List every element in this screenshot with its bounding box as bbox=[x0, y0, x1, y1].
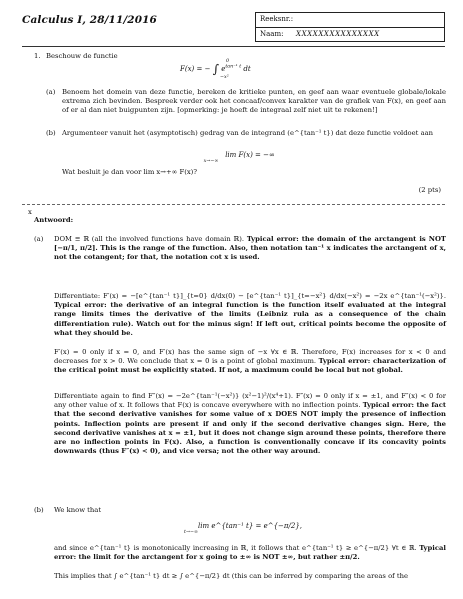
answer-a-p1-plain: DOM ≡ ℝ (all the involved functions have domain ℝ). bbox=[54, 235, 245, 243]
formula-lower-limit: −x² bbox=[220, 75, 229, 80]
answer-a-p4-plain: Differentiate again to find F″(x) = −2e^{tan⁻¹(−x²)} (x²−1)²/(x⁴+1). F″(x) = 0 only if x = ±1, and F″(x) < 0 for any other value of x. It follows that F(x) is concave everywhere with no inflection points. bbox=[54, 392, 446, 410]
answer-a-paragraph-1 bbox=[54, 235, 446, 263]
student-name-label: Naam: bbox=[260, 30, 284, 38]
answer-b-label: (b) bbox=[34, 506, 44, 514]
part-b-limit: lim F(x) = −∞ bbox=[225, 151, 275, 159]
part-b-text: Argumenteer vanuit het (asymptotisch) gedrag van de integrand (e^{tan⁻¹ t}) dat deze functie voldoet aan bbox=[62, 129, 434, 137]
student-id-row bbox=[256, 13, 444, 27]
answer-b-limit: lim e^{tan⁻¹ t} = e^{−π/2}, bbox=[197, 522, 303, 530]
answer-a-p2-plain: Differentiate: F′(x) = −[e^{tan⁻¹ t}]_{t=0} d/dx(0) − [e^{tan⁻¹ t}]_{t=−x²} d/dx(−x²) = −2x e^{tan⁻¹(−x²)}. bbox=[54, 292, 446, 300]
answer-a-p4-error: Typical error: the fact that the second derivative vanishes for some value of x DOES NOT imply the presence of inflection points. Inflection points are present if and only if the second derivative changes sign. Here, the second derivative vanishes at x = ±1, but it does not change sign around these points, therefore there are no inflection points in F(x). Also, a function is conventionally concave if its concavity points downwards (thus F″(x) < 0), and vice versa; not the other way around. bbox=[54, 401, 446, 456]
formula-dt: dt bbox=[243, 65, 251, 73]
part-a-text: Benoem het domein van deze functie, bereken de kritieke punten, en geef aan waar eventuele globale/lokale extrema zich bevinden. Bespreek verder ook het concaaf/convex karakter van de grafiek van F(x), en geef aan of er al dan niet buigpunten zijn. [opmerking: je hoeft de integraal zelf niet uit te rekenen!] bbox=[62, 88, 446, 115]
student-id-label: Reeksnr.: bbox=[260, 15, 294, 23]
answer-a-paragraph-3 bbox=[54, 348, 446, 376]
answer-a-label: (a) bbox=[34, 235, 44, 243]
answer-b-intro: We know that bbox=[54, 506, 102, 514]
question-formula bbox=[180, 59, 320, 84]
answer-b-paragraph-2: This implies that ∫ e^{tan⁻¹ t} dt ≥ ∫ e^{−π/2} dt (this can be inferred by comparing the areas of the bbox=[54, 572, 408, 580]
answer-b-paragraph-1 bbox=[54, 544, 446, 562]
answer-a-paragraph-2 bbox=[54, 292, 446, 338]
part-b-limit-sub: x→−∞ bbox=[203, 159, 219, 164]
answer-heading: Antwoord: bbox=[34, 216, 74, 224]
student-info-box bbox=[255, 12, 445, 42]
answer-b-limit-sub: t→−∞ bbox=[184, 530, 198, 535]
points-label: (2 pts) bbox=[418, 186, 441, 194]
answer-a-p3-error: Typical error: characterization of the critical point must be explicitly stated. If not, a maximum could be local but not global. bbox=[54, 357, 446, 375]
answer-b-p1-plain: and since e^{tan⁻¹ t} is monotonically increasing in ℝ, it follows that e^{tan⁻¹ t} ≥ e^{−π/2} ∀t ∈ ℝ. bbox=[54, 544, 417, 552]
formula-exponent: tan⁻¹ t bbox=[225, 64, 242, 70]
integral-sign: ∫ bbox=[212, 62, 219, 76]
header-rule bbox=[22, 46, 445, 47]
answer-a-p2-error: Typical error: the derivative of an integral function is the function itself evaluated at the integral range limits times the derivative of the limits (Leibniz rula as a consequence of the chain differentiation rule). Watch out for the minus sign! If left out, critical points become the opposite of what they should be. bbox=[54, 301, 446, 337]
exam-title: Calculus I, 28/11/2016 bbox=[22, 14, 157, 26]
formula-integrand: e bbox=[221, 65, 226, 73]
student-name-value: XXXXXXXXXXXXXXX bbox=[296, 30, 380, 38]
student-name-row bbox=[256, 27, 444, 41]
answer-mark: x bbox=[28, 208, 32, 216]
question-number: 1. bbox=[34, 52, 41, 60]
section-divider bbox=[22, 204, 445, 205]
part-b-follow: Wat besluit je dan voor lim x→+∞ F(x)? bbox=[62, 168, 197, 176]
answer-a-p3-plain: F′(x) = 0 only if x = 0, and F′(x) has the same sign of −x ∀x ∈ ℝ. Therefore, F(x) increases for x < 0 and decreases for x > 0. We conclude that x = 0 is a point of global maximum. bbox=[54, 348, 446, 366]
formula-lhs: F(x) = − bbox=[180, 65, 211, 73]
answer-a-paragraph-4 bbox=[54, 392, 446, 456]
part-a-label: (a) bbox=[46, 88, 56, 96]
question-intro: Beschouw de functie bbox=[46, 52, 118, 60]
answer-a-p1-error: Typical error: the domain of the arctangent is NOT [−π/1, π/2]. This is the range of the function. Also, then notation tan⁻¹ x indicates the arctangent of x, not the cotangent; for that, the notation cot x is used. bbox=[54, 235, 446, 262]
answer-b-p1-error: Typical error: the limit for the arctangent for x going to ±∞ is NOT ±∞, but rather ±π/2. bbox=[54, 544, 446, 562]
formula-upper-limit: 0 bbox=[226, 59, 230, 64]
part-b-label: (b) bbox=[46, 129, 56, 137]
